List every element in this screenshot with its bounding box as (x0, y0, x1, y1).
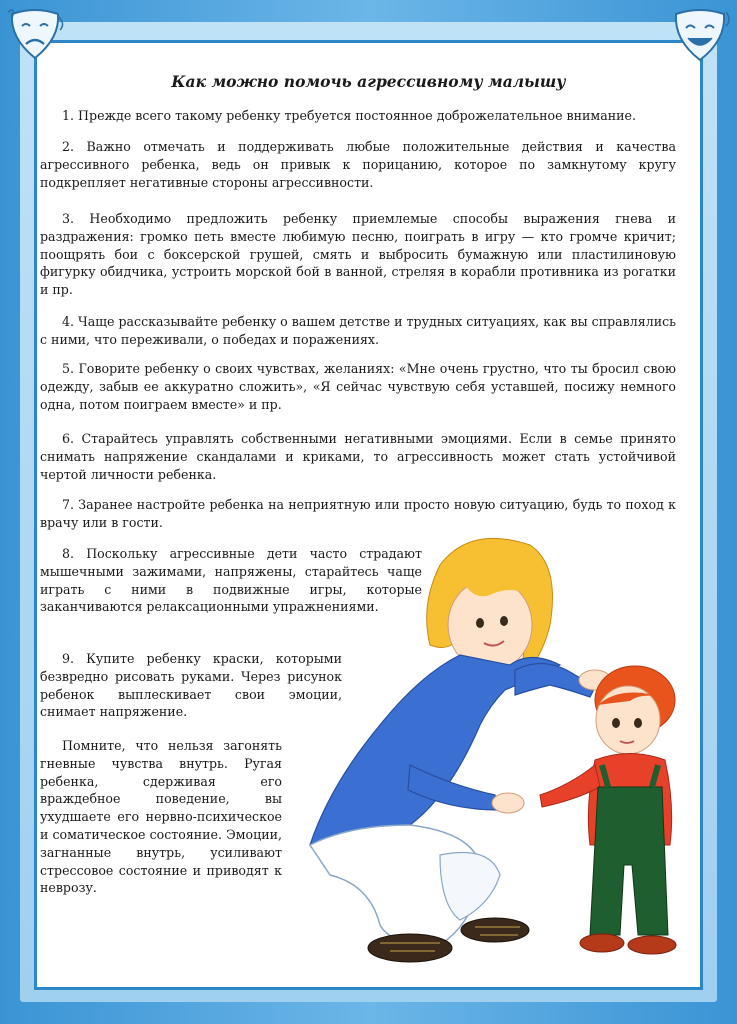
paragraph-5: 5. Говорите ребенку о своих чувствах, желаниях: «Мне очень грустно, что ты бросил свою одежду, забыв ее аккуратно сложить», «Я сейчас чувствую себя уставшей, посижу немного одна, потом поиграем вместе» и пр. (40, 361, 676, 412)
paragraph-9: 9. Купите ребенку краски, которыми безвредно рисовать руками. Через рисунок ребенок выплескивает свои эмоции, снимает напряжение. (40, 651, 342, 720)
page-title: Как можно помочь агрессивному малышу (171, 72, 566, 91)
closing-paragraph: Помните, что нельзя загонять гневные чувства внутрь. Ругая ребенка, сдерживая его враждебное поведение, вы ухудшаете его нервно-психическое и соматическое состояние. Эмоции, загнанные внутрь, усиливают стрессовое состояние и приводят к неврозу. (40, 738, 282, 896)
theatre-mask-left-icon (4, 4, 66, 64)
paragraph-7: 7. Заранее настройте ребенка на неприятную или просто новую ситуацию, будь то поход к врачу или в гости. (40, 497, 676, 530)
mother-and-child-illustration (290, 525, 700, 980)
paragraph-3: 3. Необходимо предложить ребенку приемлемые способы выражения гнева и раздражения: громко петь вместе любимую песню, поиграть в игру — кто громче кричит; поощрять бои с боксерской грушей, смять и выбросить бумажную или пластилиновую фигурку обидчика, устроить морской бой в ванной, стреляя в корабли противника из рогатки и пр. (40, 211, 676, 298)
theatre-mask-right-icon (668, 4, 732, 66)
paragraph-1: 1. Прежде всего такому ребенку требуется постоянное доброжелательное внимание. (62, 108, 636, 123)
paragraph-6: 6. Старайтесь управлять собственными негативными эмоциями. Если в семье принято снимать напряжение скандалами и криками, то агрессивность может стать устойчивой чертой личности ребенка. (40, 431, 676, 482)
paragraph-2: 2. Важно отмечать и поддерживать любые положительные действия и качества агрессивного ребенка, ведь он привык к порицанию, которое по замкнутому кругу подкрепляет негативные стороны агрессивности. (40, 139, 676, 190)
paragraph-4: 4. Чаще рассказывайте ребенку о вашем детстве и трудных ситуациях, как вы справлялись с ними, что переживали, о победах и поражениях. (40, 314, 676, 347)
paragraph-8: 8. Поскольку агрессивные дети часто страдают мышечными зажимами, напряжены, старайтесь чаще играть с ними в подвижные игры, которые заканчиваются релаксационными упражнениями. (40, 546, 422, 615)
